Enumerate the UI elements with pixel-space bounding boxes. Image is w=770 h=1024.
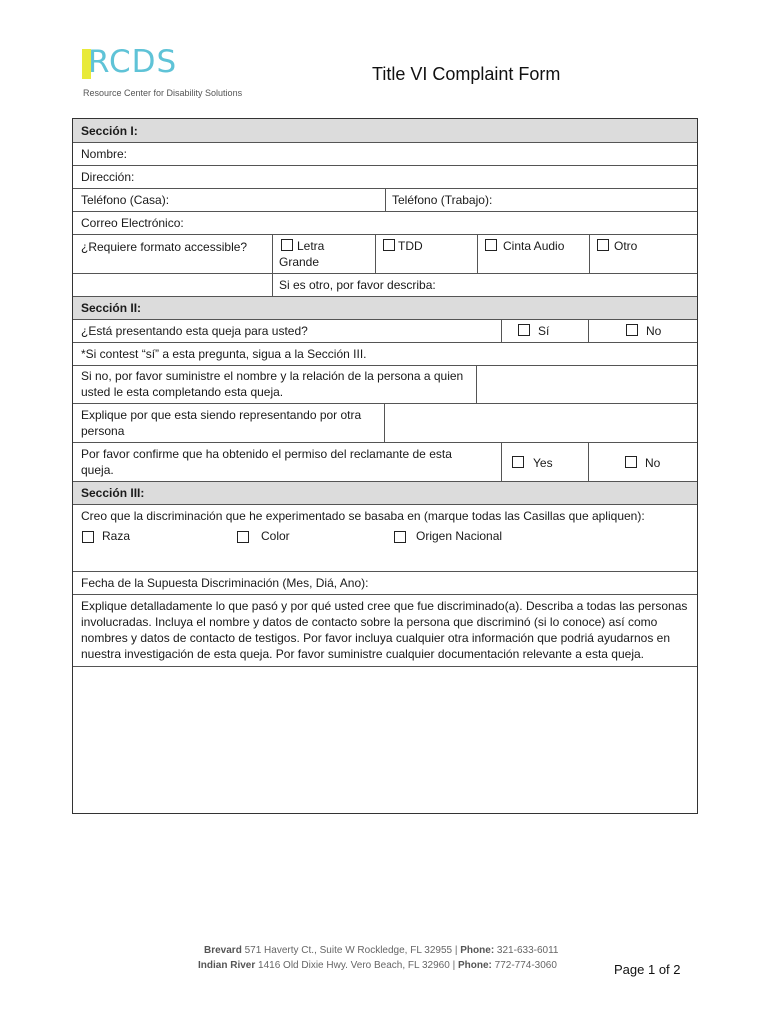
footer-brevard-phone: 321-633-6011	[494, 945, 559, 956]
section-3-title: Sección III:	[81, 486, 145, 500]
permission-yes-checkbox[interactable]	[512, 456, 524, 468]
large-print-label: Letra Grande	[279, 239, 325, 269]
tdd-checkbox[interactable]	[383, 239, 395, 251]
self-filing-row	[73, 320, 697, 343]
self-filing-question: ¿Está presentando esta queja para usted?	[81, 324, 308, 338]
format-option-large-print[interactable]	[272, 235, 375, 273]
footer-indian-river	[198, 960, 557, 971]
contest-note: *Si contest “sí” a esta pregunta, sigua a la Sección III.	[81, 347, 367, 361]
document-title: Title VI Complaint Form	[372, 64, 561, 84]
permission-question: Por favor confirme que ha obtenido el permiso del reclamante de esta queja.	[81, 447, 452, 477]
section-1-header	[73, 119, 697, 143]
format-question: ¿Requiere formato accessible?	[81, 240, 248, 254]
contest-note-row	[73, 343, 697, 366]
footer-brevard	[204, 945, 558, 956]
section-1-title: Sección I:	[81, 124, 138, 138]
self-yes-cell[interactable]	[501, 320, 588, 342]
permission-yes-label: Yes	[533, 456, 553, 470]
footer-brevard-place: Brevard	[204, 945, 242, 956]
relation-question: Si no, por favor suministre el nombre y la relación de la persona a quien usted le esta completando esta queja.	[81, 369, 464, 399]
explain-instructions: Explique detalladamente lo que pasó y por qué usted cree que fue discriminado(a). Describa a todas las personas involucradas. Incluya el nombre y datos de contacto sobre la persona que discriminó (si lo conoce) así como nombres y datos de contacto de testigos. Por favor incluya cualquier otra información que podriá ayudarnos en nuestra investigación de esta queja. Por favor suministre cualquier documentación relevante a esta queja.	[81, 599, 688, 661]
permission-no-checkbox[interactable]	[625, 456, 637, 468]
other-checkbox[interactable]	[597, 239, 609, 251]
logo-wordmark: RCDS	[88, 44, 178, 80]
date-label: Fecha de la Supuesta Discriminación (Mes, Diá, Ano):	[81, 576, 369, 590]
basis-question: Creo que la discriminación que he experimentado se basaba en (marque todas las Casillas que apliquen):	[81, 509, 645, 523]
other-label: Otro	[614, 239, 638, 253]
footer-indian-river-address: 1416 Old Dixie Hwy. Vero Beach, FL 32960 |	[255, 960, 458, 971]
logo-subtitle: Resource Center for Disability Solutions	[83, 88, 243, 98]
other-describe-cell[interactable]	[272, 274, 697, 296]
phone-home-label: Teléfono (Casa):	[81, 193, 170, 207]
explain-answer-area[interactable]	[73, 667, 697, 812]
self-yes-checkbox[interactable]	[518, 324, 530, 336]
phone-work-label: Teléfono (Trabajo):	[392, 193, 493, 207]
color-label: Color	[261, 529, 290, 543]
phone-row	[73, 189, 697, 212]
format-row	[73, 235, 697, 274]
footer-brevard-phone-label: Phone:	[460, 945, 495, 956]
other-describe-row	[73, 274, 697, 297]
section-3-header	[73, 482, 697, 505]
other-describe-label: Si es otro, por favor describa:	[279, 278, 436, 292]
address-label: Dirección:	[81, 170, 135, 184]
address-row[interactable]	[73, 166, 697, 189]
name-label: Nombre:	[81, 147, 128, 161]
basis-row	[73, 505, 697, 572]
self-no-cell[interactable]	[588, 320, 697, 342]
relation-row	[73, 366, 697, 404]
email-row[interactable]	[73, 212, 697, 235]
permission-row	[73, 443, 697, 482]
relation-answer-cell[interactable]	[476, 366, 697, 403]
phone-work-cell[interactable]	[385, 189, 697, 211]
national-origin-label: Origen Nacional	[416, 529, 503, 543]
race-checkbox[interactable]	[82, 531, 94, 543]
footer-brevard-address: 571 Haverty Ct., Suite W Rockledge, FL 32955 |	[241, 945, 461, 956]
race-label: Raza	[102, 529, 131, 543]
self-no-checkbox[interactable]	[626, 324, 638, 336]
self-no-label: No	[646, 324, 662, 338]
explain-row	[73, 595, 697, 667]
date-row[interactable]	[73, 572, 697, 595]
permission-yes-cell[interactable]	[501, 443, 588, 481]
email-label: Correo Electrónico:	[81, 216, 184, 230]
self-yes-label: Sí	[538, 324, 550, 338]
page-number: Page 1 of 2	[614, 962, 681, 977]
name-row[interactable]	[73, 143, 697, 166]
audio-tape-checkbox[interactable]	[485, 239, 497, 251]
tdd-label: TDD	[398, 239, 423, 253]
section-2-header	[73, 297, 697, 320]
format-option-audio-tape[interactable]	[477, 235, 589, 273]
format-option-other[interactable]	[589, 235, 697, 273]
complaint-form	[72, 118, 698, 814]
section-2-title: Sección II:	[81, 301, 142, 315]
footer-indian-river-phone: 772-774-3060	[491, 960, 557, 971]
permission-no-label: No	[645, 456, 661, 470]
rcds-logo	[82, 44, 252, 104]
national-origin-checkbox[interactable]	[394, 531, 406, 543]
representation-question: Explique por que esta siendo representando por otra persona	[81, 408, 362, 438]
footer-indian-river-place: Indian River	[198, 960, 256, 971]
representation-answer-cell[interactable]	[384, 404, 697, 442]
representation-row	[73, 404, 697, 443]
audio-tape-label: Cinta Audio	[503, 239, 565, 253]
color-checkbox[interactable]	[237, 531, 249, 543]
footer-indian-river-phone-label: Phone:	[457, 960, 492, 971]
format-option-tdd[interactable]	[375, 235, 477, 273]
permission-no-cell[interactable]	[588, 443, 697, 481]
